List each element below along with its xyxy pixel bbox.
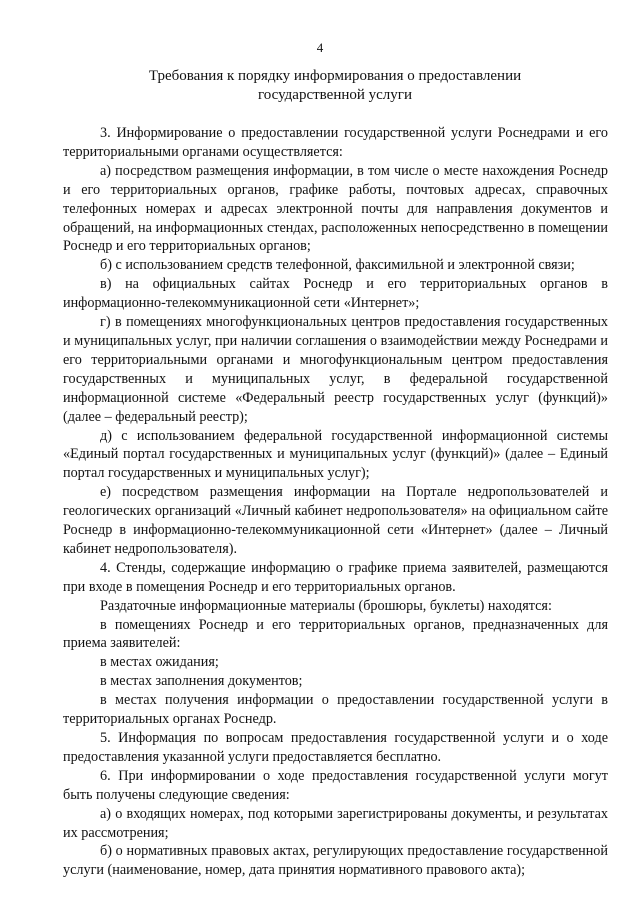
paragraph: 4. Стенды, содержащие информацию о графике приема заявителей, размещаются при входе в помещения Роснедр и его территориальных органов.	[63, 559, 608, 595]
paragraph: в местах заполнения документов;	[100, 673, 303, 690]
paragraph: а) о входящих номерах, под которыми зарегистрированы документы, и результатах их рассмотрения;	[63, 805, 608, 841]
paragraph: 5. Информация по вопросам предоставления государственной услуги и о ходе предоставления указанной услуги предоставляется бесплатно.	[63, 730, 608, 765]
paragraph: д) с использованием федеральной государственной информационной системы «Единый портал государственных и муниципальных услуг (функций)» (далее – Единый портал государственных и муниципальных услуг);	[63, 427, 608, 482]
paragraph: б) о нормативных правовых актах, регулирующих предоставление государственной услуги (наименование, номер, дата принятия нормативного правового акта);	[63, 843, 608, 879]
paragraph: в местах получения информации о предоставлении государственной услуги в территориальных органах Роснедр.	[63, 692, 608, 728]
page-number: 4	[316, 40, 324, 55]
paragraph: 6. При информировании о ходе предоставления государственной услуги могут быть получены следующие сведения:	[63, 767, 608, 803]
paragraph: б) с использованием средств телефонной, факсимильной и электронной связи;	[100, 257, 575, 274]
paragraph: в) на официальных сайтах Роснедр и его территориальных органов в информационно-телекоммуникационной сети «Интернет»;	[63, 276, 608, 312]
section-heading-line-2: государственной услуги	[258, 87, 412, 103]
paragraph: е) посредством размещения информации на Портале недропользователей и геологических организаций «Личный кабинет недропользователя» на официальном сайте Роснедр в информационно-телекоммуникационной сети «Интернет» (далее – Личный кабинет недропользователя).	[63, 484, 608, 557]
paragraph: г) в помещениях многофункциональных центров предоставления государственных и муниципальных услуг, при наличии соглашения о взаимодействии между Роснедрами и его территориальными органами и многофункциональным центром предоставления государственных и муниципальных услуг, в федеральной государственной информационной системе «Федеральный реестр государственных услуг (функций)» (далее – федеральный реестр);	[63, 314, 608, 425]
paragraph: 3. Информирование о предоставлении государственной услуги Роснедрами и его территориальными органами осуществляется:	[63, 125, 608, 160]
section-heading	[60, 67, 610, 105]
paragraph: в помещениях Роснедр и его территориальных органов, предназначенных для приема заявителей:	[63, 616, 608, 652]
paragraph: а) посредством размещения информации, в том числе о месте нахождения Роснедр и его территориальных органов, графике работы, почтовых адресах, справочных телефонных номерах и адресах электронной почты для направления документов и обращений, на информационных стендах, расположенных непосредственно в помещении Роснедр и его территориальных органов;	[63, 162, 608, 255]
document-body	[63, 124, 608, 880]
section-heading-line-1: Требования к порядку информирования о предоставлении	[148, 68, 522, 84]
paragraph: Раздаточные информационные материалы (брошюры, буклеты) находятся:	[100, 597, 552, 614]
paragraph: в местах ожидания;	[100, 654, 219, 671]
